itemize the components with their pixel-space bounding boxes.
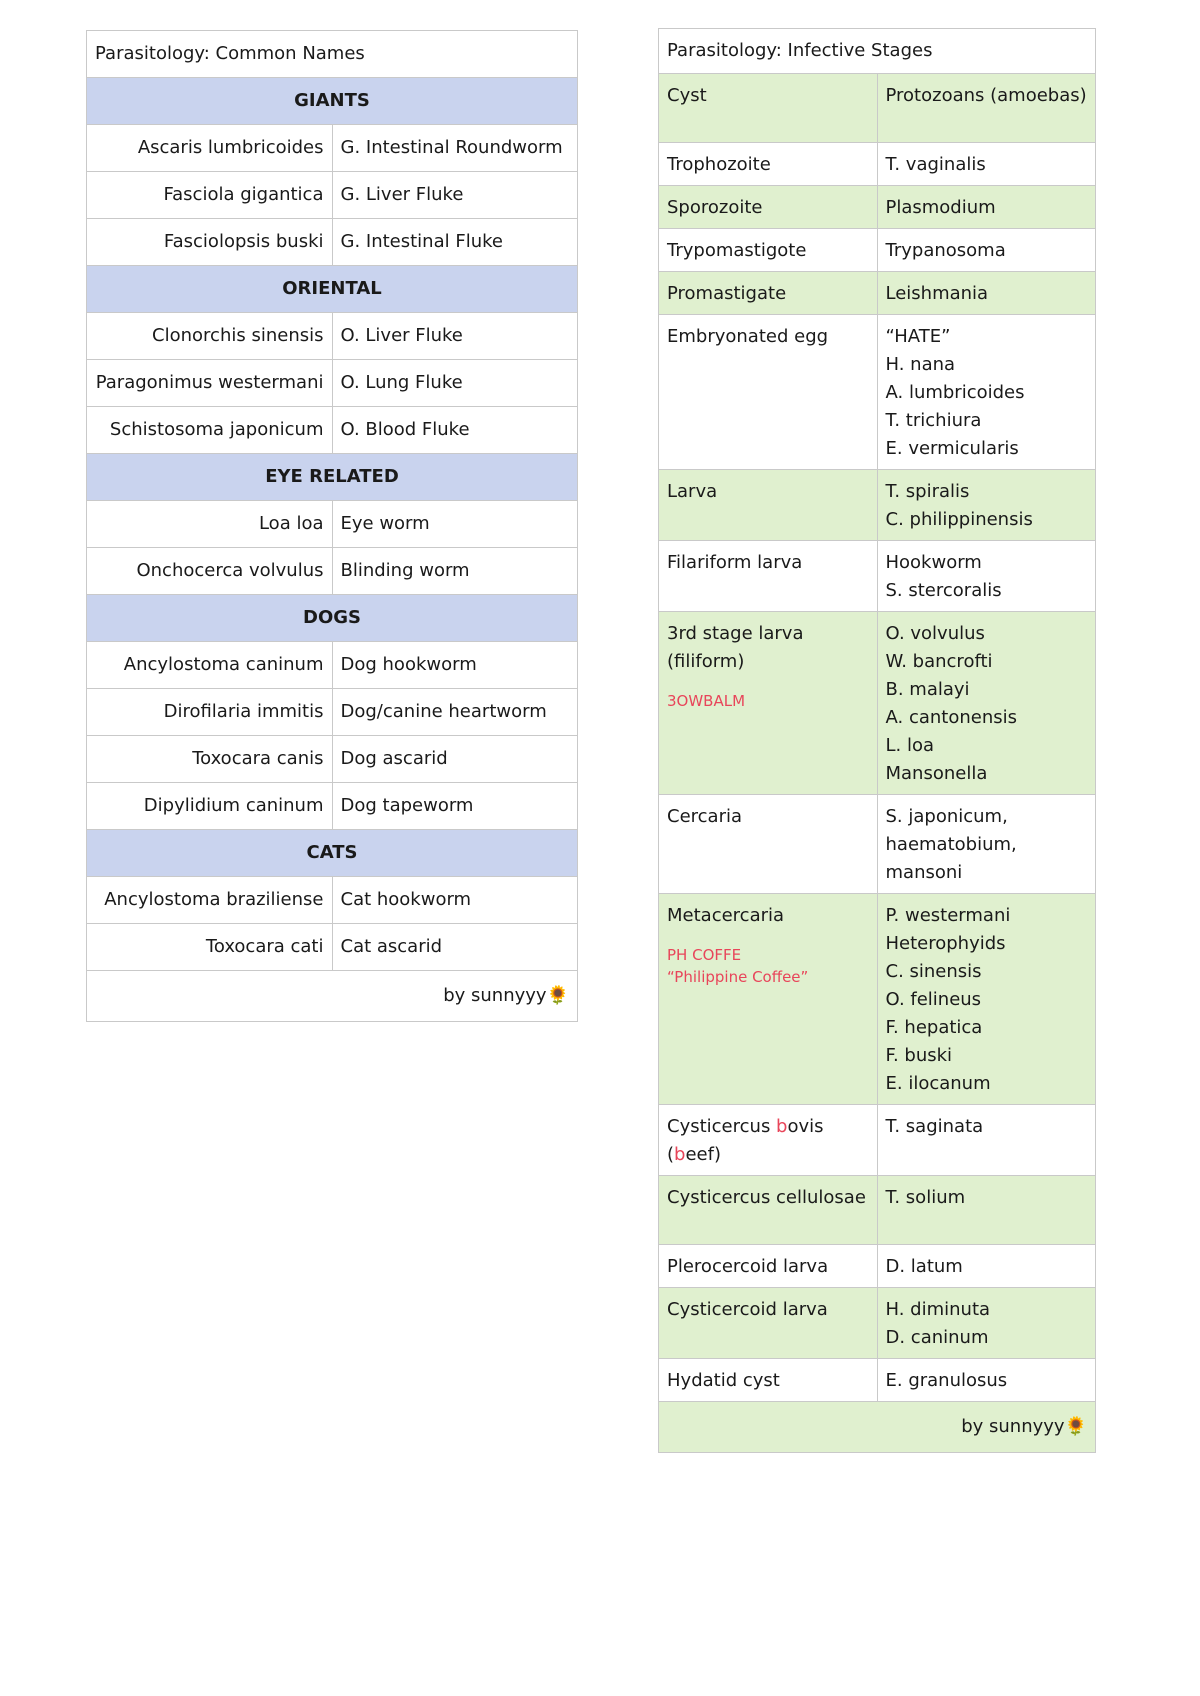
- mnemonic-text: 3OWBALM: [667, 692, 746, 710]
- parasite-name: D. latum: [885, 1256, 963, 1277]
- common-name: Dog hookworm: [332, 642, 578, 689]
- category-row: [87, 454, 578, 501]
- parasite-name: Leishmania: [885, 283, 989, 304]
- stage-cell: [659, 795, 878, 894]
- mnemonic-text: “Philippine Coffee”: [667, 968, 809, 986]
- parasite-cell: [877, 541, 1096, 612]
- parasite-name: T. vaginalis: [885, 154, 986, 175]
- category-header: ORIENTAL: [87, 266, 578, 313]
- footer-credit: [87, 971, 578, 1022]
- table-row: [87, 172, 578, 219]
- sunflower-icon: 🌻: [1064, 1416, 1087, 1437]
- table-row: [87, 689, 578, 736]
- stage-cell: [659, 315, 878, 470]
- scientific-name: Paragonimus westermani: [87, 360, 333, 407]
- common-name: Cat ascarid: [332, 924, 578, 971]
- parasite-cell: [877, 1288, 1096, 1359]
- table-row: [87, 548, 578, 595]
- stage-cell: [659, 470, 878, 541]
- category-header: EYE RELATED: [87, 454, 578, 501]
- common-name: Dog tapeworm: [332, 783, 578, 830]
- parasite-name: mansoni: [885, 862, 963, 883]
- parasite-name: A. lumbricoides: [885, 382, 1025, 403]
- stage-cell: [659, 1245, 878, 1288]
- category-row: [87, 266, 578, 313]
- stage-cell: [659, 143, 878, 186]
- stage-row: [659, 315, 1096, 470]
- stage-line: Filariform larva: [667, 552, 803, 573]
- stage-row: [659, 541, 1096, 612]
- title-row: [659, 29, 1096, 74]
- table-row: [87, 877, 578, 924]
- stage-line: Trophozoite: [667, 154, 771, 175]
- scientific-name: Fasciolopsis buski: [87, 219, 333, 266]
- stage-line: Larva: [667, 481, 718, 502]
- parasite-name: E. vermicularis: [885, 438, 1019, 459]
- stage-cell: [659, 272, 878, 315]
- parasite-name: L. loa: [885, 735, 935, 756]
- parasite-name: O. felineus: [885, 989, 982, 1010]
- stage-row: [659, 470, 1096, 541]
- parasite-cell: [877, 272, 1096, 315]
- parasite-name: T. saginata: [885, 1116, 984, 1137]
- footer-row: [87, 971, 578, 1022]
- stage-line: Hydatid cyst: [667, 1370, 780, 1391]
- stage-row: [659, 1245, 1096, 1288]
- stage-cell: [659, 1105, 878, 1176]
- parasite-name: E. ilocanum: [885, 1073, 991, 1094]
- parasite-name: S. japonicum,: [885, 806, 1008, 827]
- scientific-name: Ascaris lumbricoides: [87, 125, 333, 172]
- stage-row: [659, 1105, 1096, 1176]
- parasite-name: T. solium: [885, 1187, 966, 1208]
- parasite-name: W. bancrofti: [885, 651, 993, 672]
- table-row: [87, 125, 578, 172]
- stage-cell: [659, 1288, 878, 1359]
- parasite-name: H. nana: [885, 354, 956, 375]
- parasite-cell: [877, 612, 1096, 795]
- parasite-name: A. cantonensis: [885, 707, 1017, 728]
- common-name: Blinding worm: [332, 548, 578, 595]
- parasite-name: C. sinensis: [885, 961, 982, 982]
- parasite-name: H. diminuta: [885, 1299, 991, 1320]
- table-row: [87, 783, 578, 830]
- stage-row: [659, 143, 1096, 186]
- stage-cell: [659, 229, 878, 272]
- parasite-cell: [877, 894, 1096, 1105]
- common-name: O. Lung Fluke: [332, 360, 578, 407]
- stage-line: Cysticercoid larva: [667, 1299, 828, 1320]
- scientific-name: Toxocara cati: [87, 924, 333, 971]
- title-row: [87, 31, 578, 78]
- parasite-name: Plasmodium: [885, 197, 996, 218]
- parasite-name: O. volvulus: [885, 623, 985, 644]
- scientific-name: Clonorchis sinensis: [87, 313, 333, 360]
- infective-stages-table: [658, 28, 1096, 1453]
- category-header: CATS: [87, 830, 578, 877]
- stage-row: [659, 229, 1096, 272]
- stage-cell: [659, 894, 878, 1105]
- stage-line: Cysticercus bovis: [667, 1116, 824, 1137]
- table-row: [87, 360, 578, 407]
- common-name: G. Liver Fluke: [332, 172, 578, 219]
- parasite-name: T. trichiura: [885, 410, 982, 431]
- parasite-name: “HATE”: [885, 326, 951, 347]
- common-name: Dog/canine heartworm: [332, 689, 578, 736]
- parasite-name: D. caninum: [885, 1327, 989, 1348]
- table-title: Parasitology: Common Names: [87, 31, 578, 78]
- parasite-cell: [877, 795, 1096, 894]
- stage-row: [659, 894, 1096, 1105]
- common-name: O. Liver Fluke: [332, 313, 578, 360]
- stage-line: 3rd stage larva: [667, 623, 804, 644]
- table-row: [87, 736, 578, 783]
- stage-cell: [659, 74, 878, 143]
- common-name: Dog ascarid: [332, 736, 578, 783]
- stage-row: [659, 1359, 1096, 1402]
- parasite-name: Mansonella: [885, 763, 988, 784]
- scientific-name: Ancylostoma caninum: [87, 642, 333, 689]
- footer-row: [659, 1402, 1096, 1453]
- parasite-cell: [877, 229, 1096, 272]
- credit-text: by sunnyyy: [443, 985, 547, 1006]
- table-row: [87, 924, 578, 971]
- table-row: [87, 219, 578, 266]
- sunflower-icon: 🌻: [546, 985, 569, 1006]
- stage-line: Embryonated egg: [667, 326, 829, 347]
- parasite-cell: [877, 1359, 1096, 1402]
- parasite-cell: [877, 186, 1096, 229]
- parasite-name: haematobium,: [885, 834, 1017, 855]
- common-name: Eye worm: [332, 501, 578, 548]
- parasite-cell: [877, 470, 1096, 541]
- table-row: [87, 407, 578, 454]
- scientific-name: Dirofilaria immitis: [87, 689, 333, 736]
- common-name: G. Intestinal Fluke: [332, 219, 578, 266]
- stage-row: [659, 795, 1096, 894]
- scientific-name: Schistosoma japonicum: [87, 407, 333, 454]
- common-name: G. Intestinal Roundworm: [332, 125, 578, 172]
- parasite-name: S. stercoralis: [885, 580, 1002, 601]
- parasite-name: Trypanosoma: [885, 240, 1006, 261]
- parasite-name: Protozoans (amoebas): [885, 85, 1087, 106]
- scientific-name: Dipylidium caninum: [87, 783, 333, 830]
- scientific-name: Toxocara canis: [87, 736, 333, 783]
- parasite-name: B. malayi: [885, 679, 970, 700]
- stage-line: Plerocercoid larva: [667, 1256, 829, 1277]
- scientific-name: Loa loa: [87, 501, 333, 548]
- credit-text: by sunnyyy: [961, 1416, 1065, 1437]
- scientific-name: Onchocerca volvulus: [87, 548, 333, 595]
- stage-cell: [659, 612, 878, 795]
- parasite-name: C. philippinensis: [885, 509, 1033, 530]
- stage-line: Promastigate: [667, 283, 787, 304]
- category-row: [87, 78, 578, 125]
- parasite-cell: [877, 1176, 1096, 1245]
- parasite-name: F. buski: [885, 1045, 953, 1066]
- parasite-cell: [877, 315, 1096, 470]
- stage-row: [659, 612, 1096, 795]
- category-header: GIANTS: [87, 78, 578, 125]
- category-header: DOGS: [87, 595, 578, 642]
- category-row: [87, 595, 578, 642]
- common-name: Cat hookworm: [332, 877, 578, 924]
- table-title: Parasitology: Infective Stages: [659, 29, 1096, 74]
- parasite-cell: [877, 74, 1096, 143]
- common-name: O. Blood Fluke: [332, 407, 578, 454]
- parasite-name: E. granulosus: [885, 1370, 1008, 1391]
- stage-row: [659, 1288, 1096, 1359]
- stage-cell: [659, 1176, 878, 1245]
- stage-line: (beef): [667, 1144, 721, 1165]
- parasite-cell: [877, 1245, 1096, 1288]
- table-row: [87, 642, 578, 689]
- table-row: [87, 313, 578, 360]
- category-row: [87, 830, 578, 877]
- parasite-name: P. westermani: [885, 905, 1011, 926]
- scientific-name: Fasciola gigantica: [87, 172, 333, 219]
- stage-row: [659, 186, 1096, 229]
- mnemonic-text: PH COFFE: [667, 946, 742, 964]
- stage-line: Cysticercus cellulosae: [667, 1187, 866, 1208]
- parasite-name: F. hepatica: [885, 1017, 983, 1038]
- parasite-name: Hookworm: [885, 552, 982, 573]
- stage-line: Trypomastigote: [667, 240, 807, 261]
- common-names-table: [86, 30, 578, 1022]
- stage-line: Cercaria: [667, 806, 743, 827]
- parasite-name: Heterophyids: [885, 933, 1006, 954]
- stage-row: [659, 272, 1096, 315]
- parasite-cell: [877, 1105, 1096, 1176]
- stage-cell: [659, 541, 878, 612]
- footer-credit: [659, 1402, 1096, 1453]
- parasite-cell: [877, 143, 1096, 186]
- stage-line: Metacercaria: [667, 905, 785, 926]
- stage-line: Cyst: [667, 85, 707, 106]
- stage-line: Sporozoite: [667, 197, 763, 218]
- parasite-name: T. spiralis: [885, 481, 970, 502]
- stage-line: (filiform): [667, 651, 745, 672]
- stage-cell: [659, 1359, 878, 1402]
- stage-row: [659, 74, 1096, 143]
- stage-cell: [659, 186, 878, 229]
- stage-row: [659, 1176, 1096, 1245]
- scientific-name: Ancylostoma braziliense: [87, 877, 333, 924]
- table-row: [87, 501, 578, 548]
